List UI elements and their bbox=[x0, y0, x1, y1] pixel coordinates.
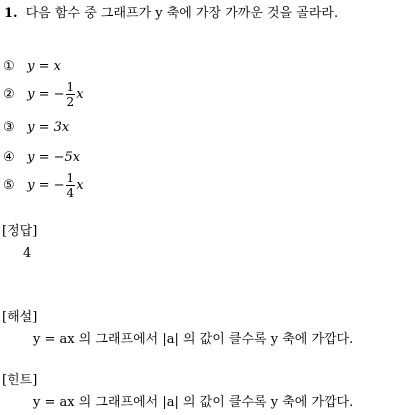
option-formula-prefix: y = − bbox=[27, 87, 65, 102]
answer-label: [정답] bbox=[2, 224, 38, 239]
fraction-numerator: 1 bbox=[66, 171, 75, 185]
explanation-label: [해설] bbox=[2, 310, 38, 325]
question-number: 1. bbox=[4, 6, 18, 21]
option-formula: y = x bbox=[27, 59, 61, 74]
option-marker: ③ bbox=[3, 120, 15, 135]
question-text: 다음 함수 중 그래프가 y 축에 가장 가까운 것을 골라라. bbox=[25, 6, 339, 21]
fraction-denominator: 2 bbox=[66, 95, 75, 109]
option-marker: ① bbox=[3, 59, 15, 74]
fraction-numerator: 1 bbox=[66, 80, 75, 94]
option-formula: y = 3x bbox=[27, 120, 70, 135]
explanation-text: y = ax 의 그래프에서 |a| 의 값이 클수록 y 축에 가깝다. bbox=[33, 332, 354, 347]
fraction bbox=[66, 172, 76, 199]
fraction bbox=[66, 81, 76, 108]
fraction-denominator: 4 bbox=[66, 186, 75, 200]
option-3 bbox=[3, 121, 69, 134]
answer-value: 4 bbox=[23, 246, 32, 261]
option-5 bbox=[3, 172, 84, 199]
option-marker: ② bbox=[3, 87, 15, 102]
option-marker: ⑤ bbox=[3, 178, 15, 193]
option-formula-suffix: x bbox=[76, 87, 84, 102]
option-2 bbox=[3, 81, 84, 108]
hint-text: y = ax 의 그래프에서 |a| 의 값이 클수록 y 축에 가깝다. bbox=[33, 395, 354, 410]
option-4 bbox=[3, 151, 80, 164]
option-formula-prefix: y = − bbox=[27, 178, 65, 193]
option-formula: y = −5x bbox=[27, 150, 81, 165]
option-marker: ④ bbox=[3, 150, 15, 165]
option-1 bbox=[3, 60, 61, 73]
hint-label: [힌트] bbox=[2, 373, 38, 388]
question-heading bbox=[4, 7, 338, 20]
option-formula-suffix: x bbox=[76, 178, 84, 193]
